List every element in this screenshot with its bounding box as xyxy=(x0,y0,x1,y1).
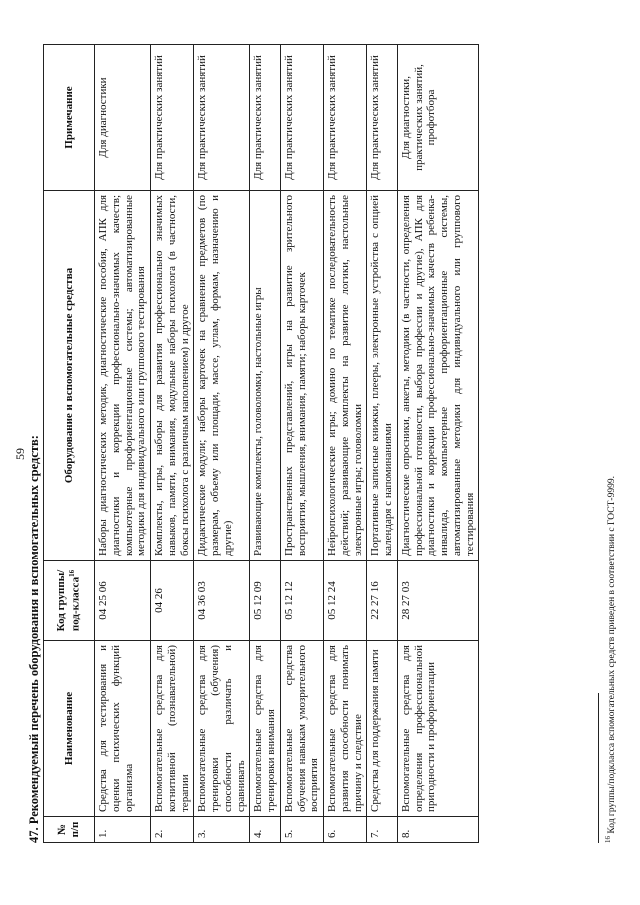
header-code xyxy=(44,561,95,641)
row-note: Для практических занятий xyxy=(280,45,323,191)
row-equipment: Развивающие комплекты, головоломки, настольные игры xyxy=(250,191,281,561)
row-name: Вспомогательные средства для определения профессиональной пригодности и профориентации xyxy=(397,641,479,817)
table-row xyxy=(95,45,151,843)
row-code: 22 27 16 xyxy=(367,561,398,641)
row-name: Вспомогательные средства обучения навыкам умозрительного восприятия xyxy=(280,641,323,817)
row-name: Средства для тестирования и оценки психических функций организма xyxy=(95,641,151,817)
row-code: 05 12 12 xyxy=(280,561,323,641)
footnote-marker: 16 xyxy=(604,836,612,843)
row-name: Средства для поддержания памяти xyxy=(367,641,398,817)
row-note: Для диагностики, практических занятий, профотбора xyxy=(397,45,479,191)
header-code-label: Код группы/под-класса xyxy=(55,569,82,632)
table-header-row xyxy=(44,45,95,843)
row-note: Для диагностики xyxy=(95,45,151,191)
row-note: Для практических занятий xyxy=(194,45,250,191)
footnote-divider xyxy=(598,693,599,843)
equipment-table xyxy=(43,44,479,843)
row-num: 4. xyxy=(250,817,281,843)
row-equipment: Дидактические модули; наборы карточек на сравнение предметов (по размерам, объему или площади, массе, углам, формам, назначению и другие) xyxy=(194,191,250,561)
table-row xyxy=(194,45,250,843)
section-heading: 47. Рекомендуемый перечень оборудования и вспомогательных средств: xyxy=(27,435,41,843)
table-row xyxy=(250,45,281,843)
row-equipment: Пространственных представлений, игры на развитие зрительного восприятия, мышления, внимания, памяти; наборы карточек xyxy=(280,191,323,561)
row-code: 28 27 03 xyxy=(397,561,479,641)
row-code: 04 25 06 xyxy=(95,561,151,641)
row-num: 2. xyxy=(151,817,194,843)
table-row xyxy=(280,45,323,843)
row-num: 6. xyxy=(324,817,367,843)
row-equipment: Наборы диагностических методик, диагностические пособия, АПК для диагностики и коррекции профессионально-значимых качеств; компьютерные профориентационные системы; автоматизированные методики для индивидуального или группового тестирования xyxy=(95,191,151,561)
row-num: 3. xyxy=(194,817,250,843)
header-equipment: Оборудование и вспомогательные средства xyxy=(44,191,95,561)
row-equipment: Нейропсихологические игры; домино по тематике последовательность действий; развивающие комплекты на развитие логики, настольные электронные игры; головоломки xyxy=(324,191,367,561)
row-name: Вспомогательные средства для развития способности понимать причину и следствие xyxy=(324,641,367,817)
row-code: 04 36 03 xyxy=(194,561,250,641)
table-row xyxy=(324,45,367,843)
row-num: 7. xyxy=(367,817,398,843)
row-num: 5. xyxy=(280,817,323,843)
footnote xyxy=(604,476,617,843)
row-code: 05 12 24 xyxy=(324,561,367,641)
footnote-marker: 16 xyxy=(68,569,77,577)
header-note: Примечание xyxy=(44,45,95,191)
table-row xyxy=(397,45,479,843)
table-row xyxy=(151,45,194,843)
table-row xyxy=(367,45,398,843)
row-note: Для практических занятий xyxy=(324,45,367,191)
row-note: Для практических занятий xyxy=(367,45,398,191)
row-equipment: Портативные записные книжки, плееры, электронные устройства с опцией календаря с напоминаниями xyxy=(367,191,398,561)
row-equipment: Комплекты, игры, наборы для развития профессионально значимых навыков, памяти, внимания, модульные наборы психолога (в частности, боксы психолога с различным наполнением) и другое xyxy=(151,191,194,561)
header-name: Наименование xyxy=(44,641,95,817)
header-num: № п/п xyxy=(44,817,95,843)
row-name: Вспомогательные средства для когнитивной (познавательной) терапии xyxy=(151,641,194,817)
row-note: Для практических занятий xyxy=(250,45,281,191)
footnote-text: Код группы/подкласса вспомогательных средств приведен в соответствии с ГОСТ-9999. xyxy=(607,476,618,834)
row-name: Вспомогательные средства для тренировки (обучения) способности различать и сравнивать xyxy=(194,641,250,817)
row-name: Вспомогательные средства для тренировки внимания xyxy=(250,641,281,817)
row-num: 1. xyxy=(95,817,151,843)
row-equipment: Диагностические опросники, анкеты, методики (в частности, определения профессиональной готовности, выбора профессии и другие), АПК для диагностики и коррекции профессионально-значимых качеств ребенка-инвалида, компьютерные профориентационные системы, автоматизированные методики для индивидуального или группового тестирования xyxy=(397,191,479,561)
page-number: 59 xyxy=(13,448,27,460)
row-code: 05 12 09 xyxy=(250,561,281,641)
row-code: 04 26 xyxy=(151,561,194,641)
row-num: 8. xyxy=(397,817,479,843)
row-note: Для практических занятий xyxy=(151,45,194,191)
